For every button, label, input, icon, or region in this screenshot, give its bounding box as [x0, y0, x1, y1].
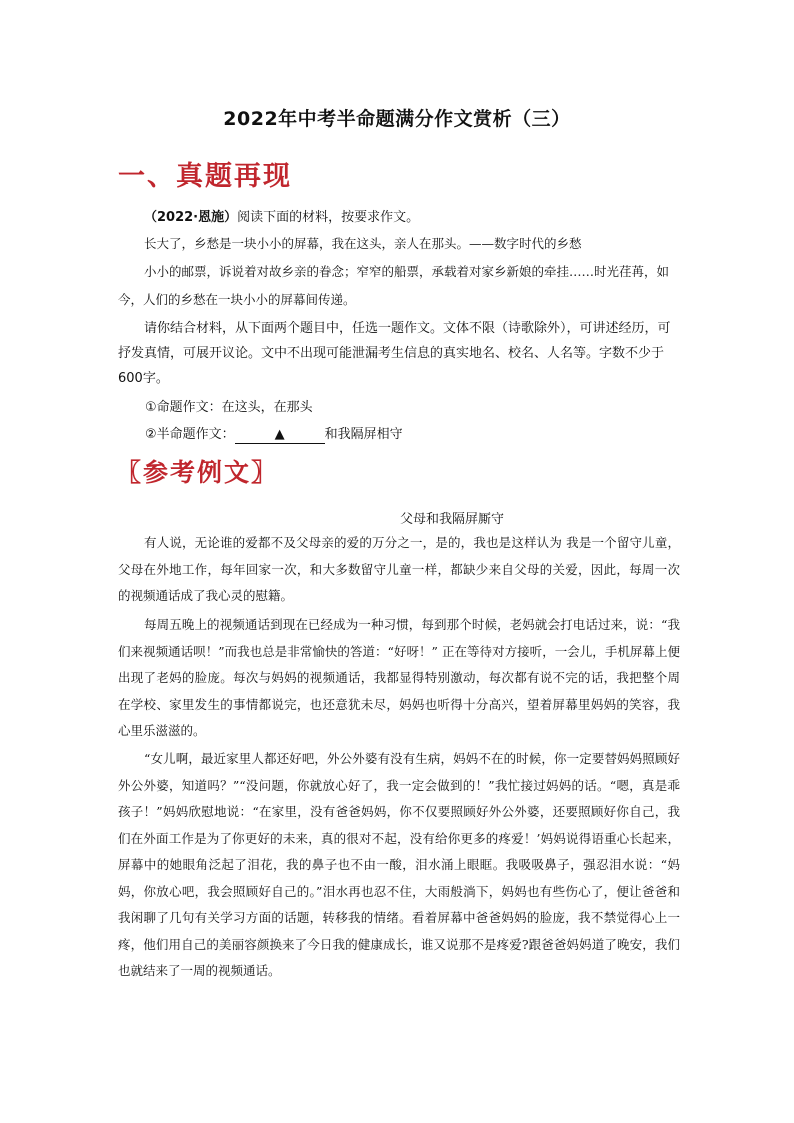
source-tag: （2022·恩施） [144, 210, 238, 225]
option-2-blank: ▲ [235, 427, 325, 444]
option-2 [145, 423, 705, 447]
option-2-prefix: ②半命题作文： [145, 427, 235, 442]
source-text: 阅读下面的材料，按要求作文。 [237, 210, 420, 225]
reference-heading: 〖参考例文〗 [116, 458, 279, 487]
section-heading: 一、真题再现 [118, 161, 292, 192]
option-2-suffix: 和我隔屏相守 [324, 427, 403, 442]
essay-title: 父母和我隔屏厮守 [400, 512, 505, 527]
writing-requirement: 请你结合材料，从下面两个题目中，任选一题作文。文体不限（诗歌除外），可讲述经历，可抒发真情，可展开议论。文中不出现可能泄漏考生信息的真实地名、校名、人名等。字数不少于600字。 [118, 321, 671, 386]
essay-paragraph-3: “女儿啊，最近家里人都还好吧，外公外婆有没有生病，妈妈不在的时候，你一定要替妈妈照顾好外公外婆，知道吗？”“没问题，你就放心好了，我一定会做到的！”我忙接过妈妈的话。“嗯，真是乖孩子！”妈妈欣慰地说：“在家里，没有爸爸妈妈，你不仅要照顾好外公外婆，还要照顾好你自己，我们在外面工作是为了你更好的未来，真的很对不起，没有给你更多的疼爱！’妈妈说得语重心长起来，屏幕中的她眼角泛起了泪花，我的鼻子也不由一酸，泪水涌上眼眶。我吸吸鼻子，强忍泪水说：“妈妈，你放心吧，我会照顾好自己的。”泪水再也忍不住，大雨般淌下，妈妈也有些伤心了，便让爸爸和我闲聊了几句有关学习方面的话题，转移我的情绪。看着屏幕中爸爸妈妈的脸庞，我不禁觉得心上一疼，他们用自己的美丽容颜换来了今日我的健康成长，谁又说那不是疼爱?跟爸爸妈妈道了晚安，我们也就结来了一周的视频通话。 [118, 751, 680, 978]
essay-paragraph-2: 每周五晚上的视频通话到现在已经成为一种习惯，每到那个时候，老妈就会打电话过来，说：“我们来视频通话呗！”而我也总是非常愉快的答道：“好呀！” 正在等待对方接听，一会儿，手机屏幕上便出现了老妈的脸庞。每次与妈妈的视频通话，我都显得特别激动，每次都有说不完的话，我把整个周在学校、家里发生的事情都说完，也还意犹未尽，妈妈也听得十分高兴，望着屏幕里妈妈的笑容，我心里乐滋滋的。 [118, 617, 680, 738]
essay-paragraph-1: 有人说，无论谁的爱都不及父母亲的爱的万分之一，是的，我也是这样认为 我是一个留守儿童，父母在外地工作，每年回家一次，和大多数留守儿童一样，都缺少来自父母的关爱，因此，每周一次的视频通话成了我心灵的慰籍。 [118, 535, 680, 603]
material-quote: 长大了，乡愁是一块小小的屏幕，我在这头，亲人在那头。——数字时代的乡愁 [144, 236, 582, 251]
source-line [118, 206, 678, 230]
option-1: ①命题作文：在这头，在那头 [145, 400, 313, 415]
page-title: 2022年中考半命题满分作文赏析（三） [223, 108, 571, 130]
material-description: 小小的邮票，诉说着对故乡亲的眷念；窄窄的船票，承载着对家乡新娘的牵挂……时光荏苒，如今，人们的乡愁在一块小小的屏幕间传递。 [118, 264, 670, 307]
